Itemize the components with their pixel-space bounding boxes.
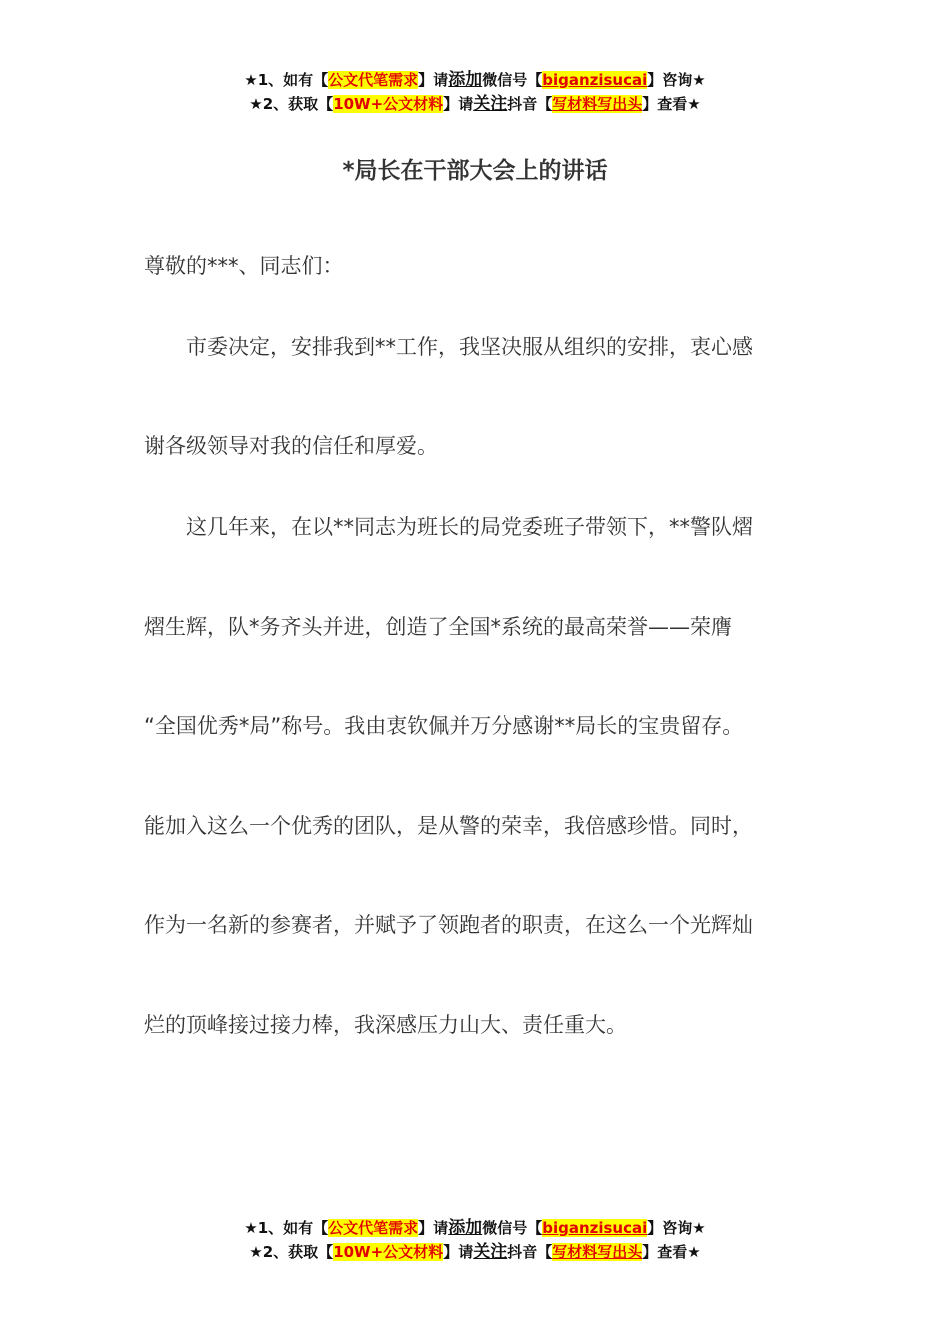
promo-text: 抖音【 xyxy=(507,95,553,113)
body-line-1: 市委决定，安排我到**工作，我坚决服从组织的安排，衷心感 xyxy=(144,335,753,359)
body-line-7: 作为一名新的参赛者，并赋予了领跑者的职责，在这么一个光辉灿 xyxy=(144,913,753,937)
promo-line-2 xyxy=(0,1240,950,1264)
body-line-3: 这几年来，在以**同志为班长的局党委班子带领下，**警队熠 xyxy=(144,515,753,539)
promo-emphasis: 添加 xyxy=(448,70,483,90)
promo-text: ★1、如有【 xyxy=(244,71,329,89)
promo-highlight: 10W+公文材料 xyxy=(333,95,444,113)
promo-text: ★2、获取【 xyxy=(249,1243,334,1261)
promo-highlight: 10W+公文材料 xyxy=(333,1243,444,1261)
salutation: 尊敬的***、同志们： xyxy=(144,254,344,278)
douyin-account: 写材料写出头 xyxy=(552,1243,643,1261)
promo-highlight: 公文代笔需求 xyxy=(328,71,419,89)
promo-line-2 xyxy=(0,92,950,116)
wechat-id: biganzisucai xyxy=(542,71,648,89)
promo-emphasis: 关注 xyxy=(473,1242,508,1262)
promo-text: 】请 xyxy=(443,1243,474,1261)
promo-text: 】查看★ xyxy=(642,1243,701,1261)
body-line-6: 能加入这么一个优秀的团队，是从警的荣幸，我倍感珍惜。同时， xyxy=(144,814,753,838)
promo-text: 】咨询★ xyxy=(647,71,706,89)
promo-text: 微信号【 xyxy=(482,1219,543,1237)
promo-text: 】咨询★ xyxy=(647,1219,706,1237)
promo-text: 】请 xyxy=(443,95,474,113)
promo-emphasis: 关注 xyxy=(473,94,508,114)
promo-emphasis: 添加 xyxy=(448,1218,483,1238)
promo-line-1 xyxy=(0,68,950,92)
promo-text: 】请 xyxy=(418,1219,449,1237)
promo-banner-top xyxy=(0,68,950,116)
promo-text: ★2、获取【 xyxy=(249,95,334,113)
promo-text: 微信号【 xyxy=(482,71,543,89)
wechat-id: biganzisucai xyxy=(542,1219,648,1237)
promo-banner-bottom xyxy=(0,1216,950,1264)
promo-text: ★1、如有【 xyxy=(244,1219,329,1237)
body-line-8: 烂的顶峰接过接力棒，我深感压力山大、责任重大。 xyxy=(144,1013,627,1037)
douyin-account: 写材料写出头 xyxy=(552,95,643,113)
promo-highlight: 公文代笔需求 xyxy=(328,1219,419,1237)
document-title: *局长在干部大会上的讲话 xyxy=(342,158,608,184)
promo-text: 】查看★ xyxy=(642,95,701,113)
body-line-2: 谢各级领导对我的信任和厚爱。 xyxy=(144,434,438,458)
promo-text: 】请 xyxy=(418,71,449,89)
body-line-5: “全国优秀*局”称号。我由衷钦佩并万分感谢**局长的宝贵留存。 xyxy=(144,714,744,738)
promo-line-1 xyxy=(0,1216,950,1240)
body-line-4: 熠生辉，队*务齐头并进，创造了全国*系统的最高荣誉——荣膺 xyxy=(144,615,732,639)
promo-text: 抖音【 xyxy=(507,1243,553,1261)
